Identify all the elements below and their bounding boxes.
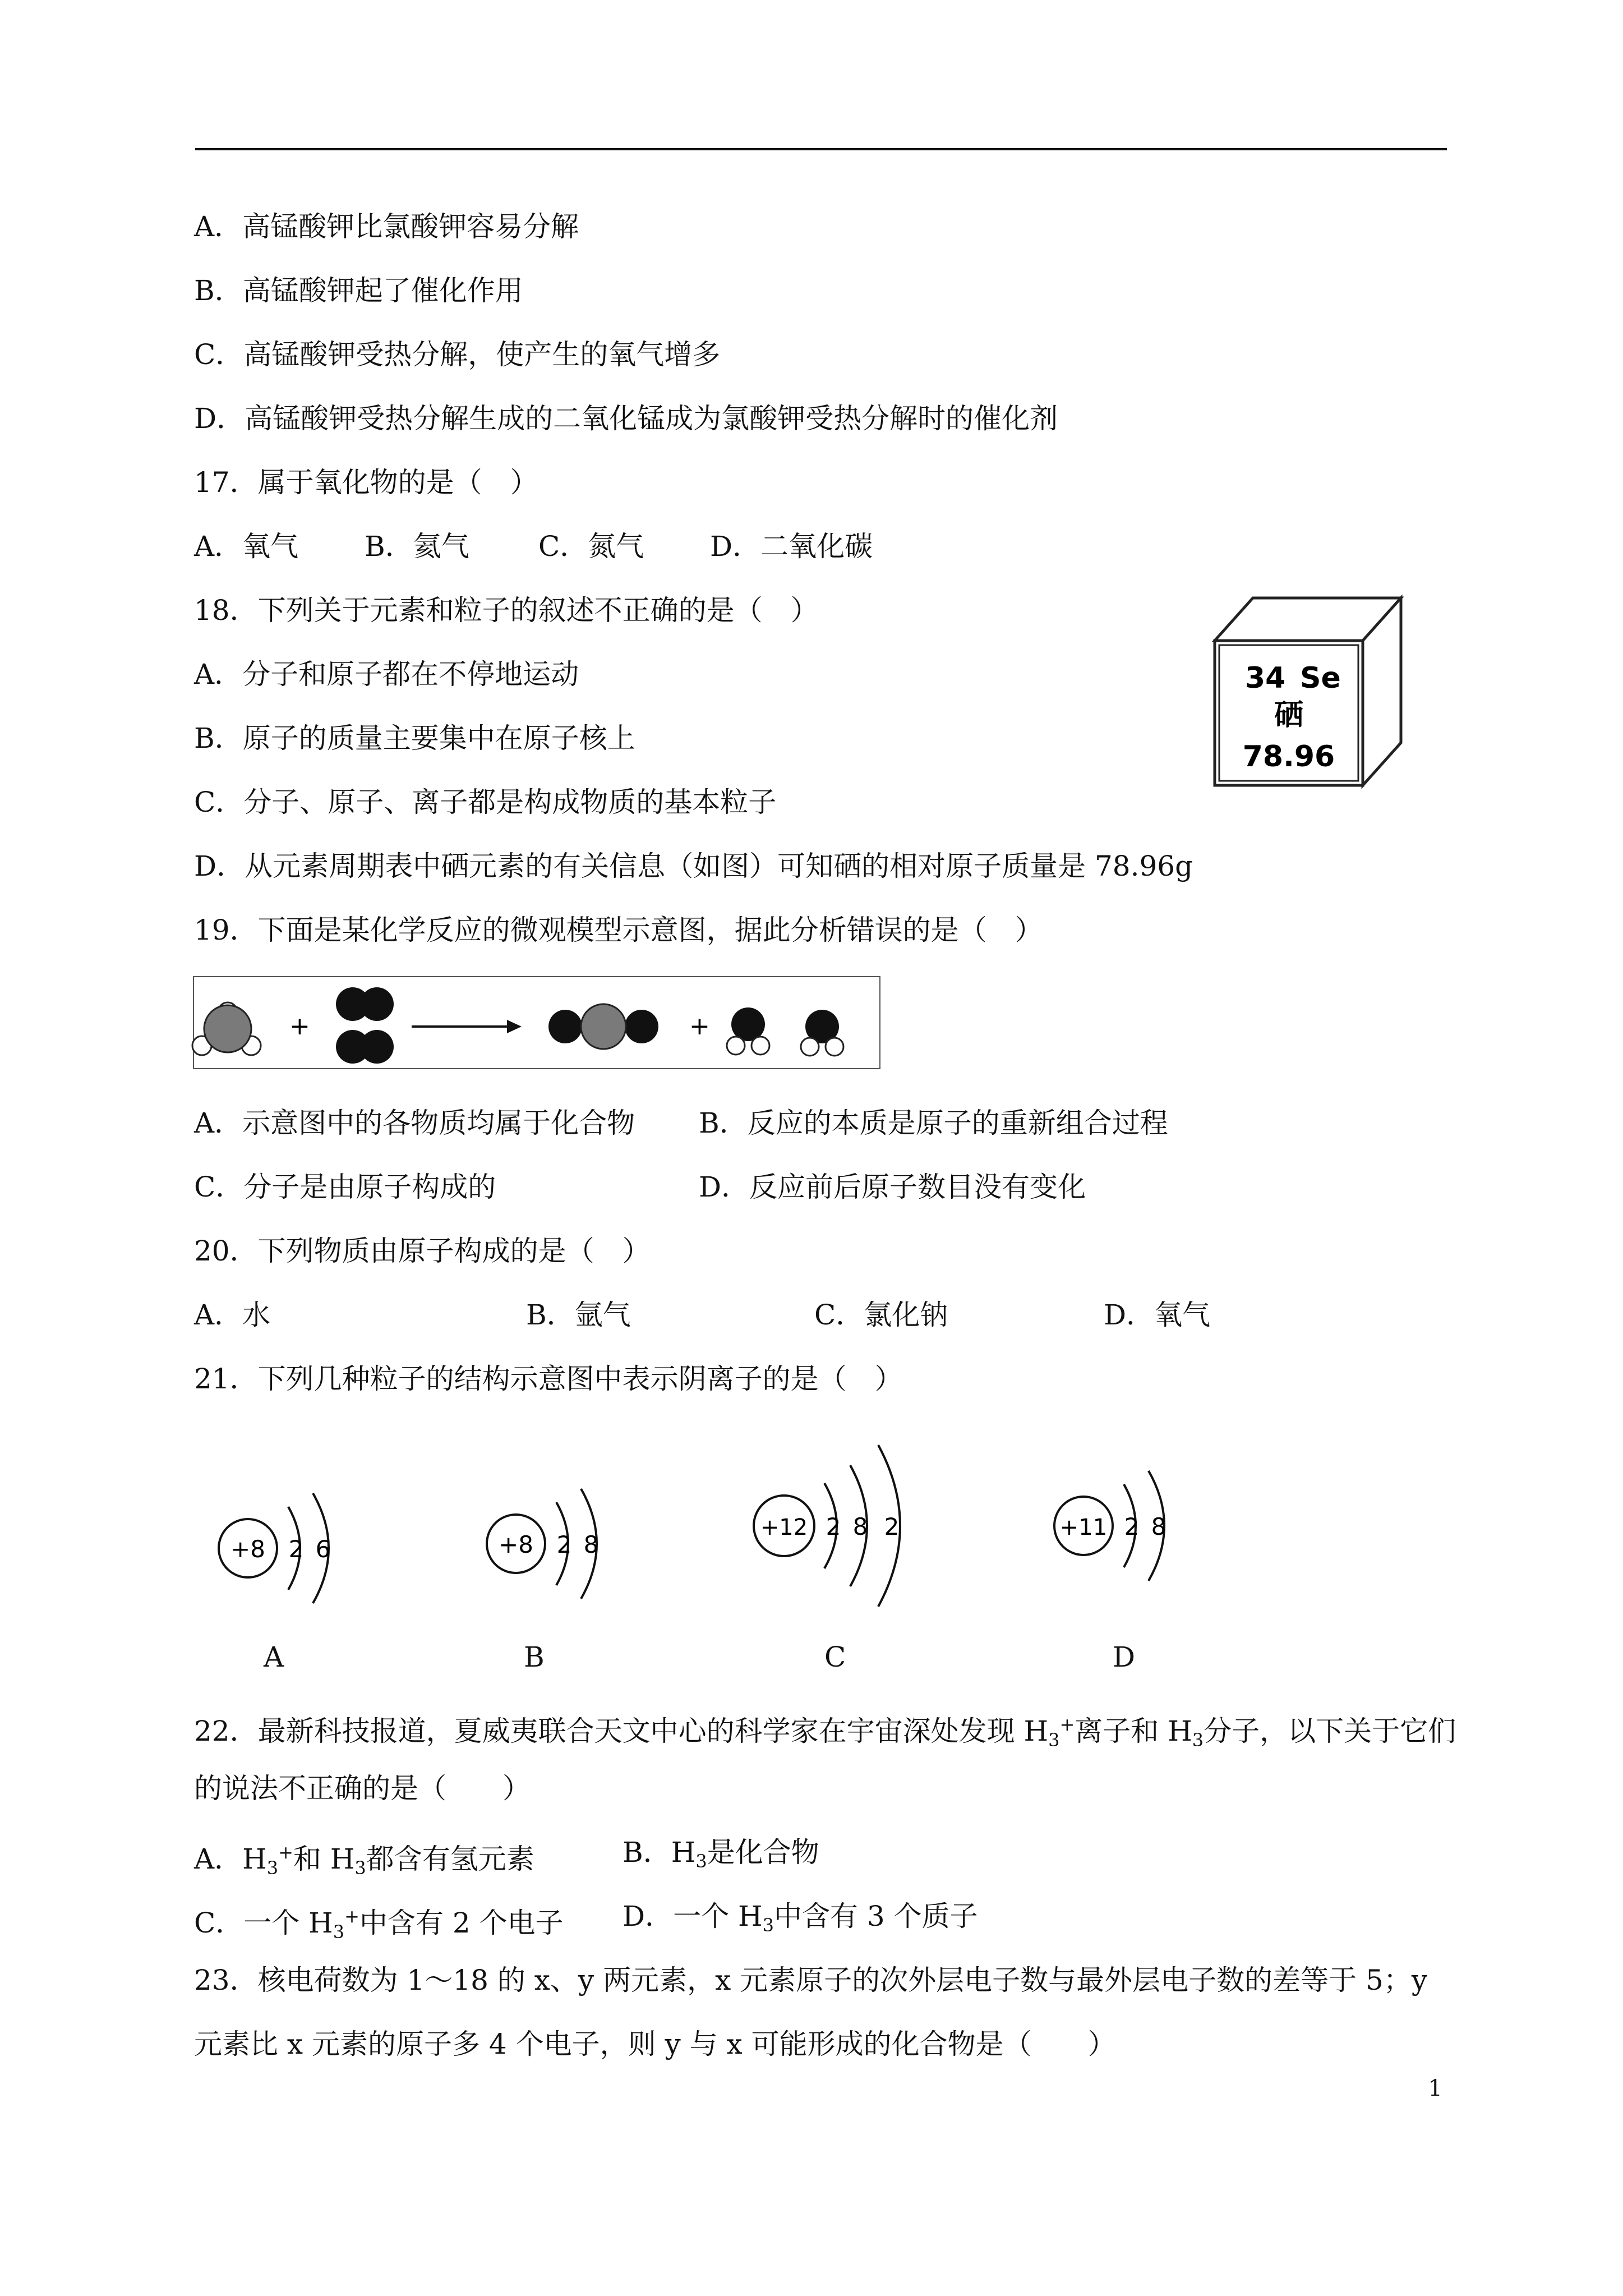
shell-electrons: 2 bbox=[1124, 1513, 1140, 1540]
q22-option-b: B．$H_3$是化合物 bbox=[623, 1836, 819, 1872]
q19-option-a: A．示意图中的各物质均属于化合物 bbox=[194, 1107, 635, 1139]
q16-option-a: A．高锰酸钾比氯酸钾容易分解 bbox=[194, 210, 579, 243]
header-rule bbox=[195, 148, 1447, 150]
q19-option-d: D．反应前后原子数目没有变化 bbox=[699, 1171, 1086, 1203]
q20-option-a: A．水 bbox=[194, 1299, 271, 1331]
q19-option-c: C．分子是由原子构成的 bbox=[194, 1171, 496, 1203]
q16-option-d: D．高锰酸钾受热分解生成的二氧化锰成为氯酸钾受热分解时的催化剂 bbox=[194, 402, 1058, 435]
page-number: 1 bbox=[1428, 2076, 1442, 2101]
atom-diagram-d bbox=[1049, 1442, 1228, 1610]
shell-electrons: 2 bbox=[556, 1531, 572, 1558]
element-symbol: Se bbox=[1300, 661, 1341, 695]
shell-electrons: 6 bbox=[315, 1535, 331, 1563]
atom-diagram-c bbox=[746, 1425, 959, 1616]
q18-stem: 18．下列关于元素和粒子的叙述不正确的是（ ） bbox=[194, 594, 819, 627]
nucleus-charge: +8 bbox=[230, 1535, 265, 1563]
shell-electrons: 8 bbox=[852, 1513, 868, 1540]
q23-stem-line2: 元素比 x 元素的原子多 4 个电子，则 y 与 x 可能形成的化合物是（ ） bbox=[194, 2028, 1116, 2060]
q17-option-a: A．氧气 bbox=[194, 530, 299, 563]
q18-option-d: D．从元素周期表中硒元素的有关信息（如图）可知硒的相对原子质量是 78.96g bbox=[194, 850, 1193, 882]
shell-electrons: 2 bbox=[288, 1535, 304, 1563]
q22-option-d: D．一个 $H_3$中含有 3 个质子 bbox=[623, 1900, 978, 1936]
q17-option-d: D．二氧化碳 bbox=[710, 530, 873, 563]
q18-option-b: B．原子的质量主要集中在原子核上 bbox=[194, 722, 635, 754]
q22-stem-line1: 22．最新科技报道，夏威夷联合天文中心的科学家在宇宙深处发现 $H_3^+$离子和 $H_3$分子，以下关于它们 bbox=[194, 1714, 1456, 1751]
q22-stem-line2: 的说法不正确的是（ ） bbox=[194, 1772, 531, 1805]
q17-option-c: C．氮气 bbox=[538, 530, 644, 563]
product-molecule-1 bbox=[548, 1004, 658, 1049]
q17-stem: 17．属于氧化物的是（ ） bbox=[194, 466, 538, 499]
q19-stem: 19．下面是某化学反应的微观模型示意图，据此分析错误的是（ ） bbox=[194, 914, 1043, 946]
nucleus-charge: +11 bbox=[1059, 1515, 1108, 1540]
q19-option-b: B．反应的本质是原子的重新组合过程 bbox=[699, 1107, 1168, 1139]
atom-label-c: C bbox=[824, 1641, 846, 1673]
atom-diagram-b bbox=[481, 1453, 661, 1621]
q16-option-b: B．高锰酸钾起了催化作用 bbox=[194, 274, 523, 307]
q22-option-c: C．一个 $H_3^+$中含有 2 个电子 bbox=[194, 1906, 564, 1943]
q20-option-b: B．氩气 bbox=[526, 1299, 631, 1331]
q21-stem: 21．下列几种粒子的结构示意图中表示阴离子的是（ ） bbox=[194, 1363, 903, 1395]
q18-option-c: C．分子、原子、离子都是构成物质的基本粒子 bbox=[194, 786, 777, 818]
atom-label-a: A bbox=[264, 1641, 284, 1673]
atom-label-b: B bbox=[524, 1641, 545, 1673]
q23-stem-line1: 23．核电荷数为 1～18 的 x、y 两元素，x 元素原子的次外层电子数与最外层电子数的差等于 5；y bbox=[194, 1964, 1428, 1996]
nucleus-charge: +8 bbox=[499, 1531, 533, 1558]
plus-sign-1: + bbox=[289, 1012, 310, 1041]
plus-sign-2: + bbox=[689, 1012, 710, 1041]
shell-electrons: 2 bbox=[826, 1513, 841, 1540]
element-atomic-number: 34 bbox=[1245, 661, 1286, 695]
shell-electrons: 8 bbox=[1151, 1513, 1166, 1540]
q20-stem: 20．下列物质由原子构成的是（ ） bbox=[194, 1235, 651, 1267]
selenium-element-cube bbox=[1211, 595, 1413, 791]
element-atomic-mass: 78.96 bbox=[1242, 740, 1335, 774]
atom-label-d: D bbox=[1113, 1641, 1136, 1673]
reaction-micro-model-diagram bbox=[193, 976, 883, 1071]
atom-diagram-a bbox=[213, 1453, 393, 1621]
q16-option-c: C．高锰酸钾受热分解，使产生的氧气增多 bbox=[194, 338, 721, 371]
shell-electrons: 2 bbox=[884, 1513, 900, 1540]
q22-option-a: A．$H_3^+$和 $H_3$都含有氢元素 bbox=[194, 1842, 534, 1879]
q20-option-d: D．氧气 bbox=[1104, 1299, 1211, 1331]
q17-option-b: B．氦气 bbox=[365, 530, 469, 563]
element-name: 硒 bbox=[1274, 698, 1304, 732]
shell-electrons: 8 bbox=[583, 1531, 599, 1558]
nucleus-charge: +12 bbox=[760, 1515, 808, 1540]
q18-option-a: A．分子和原子都在不停地运动 bbox=[194, 658, 579, 691]
q20-option-c: C．氯化钠 bbox=[814, 1299, 948, 1331]
